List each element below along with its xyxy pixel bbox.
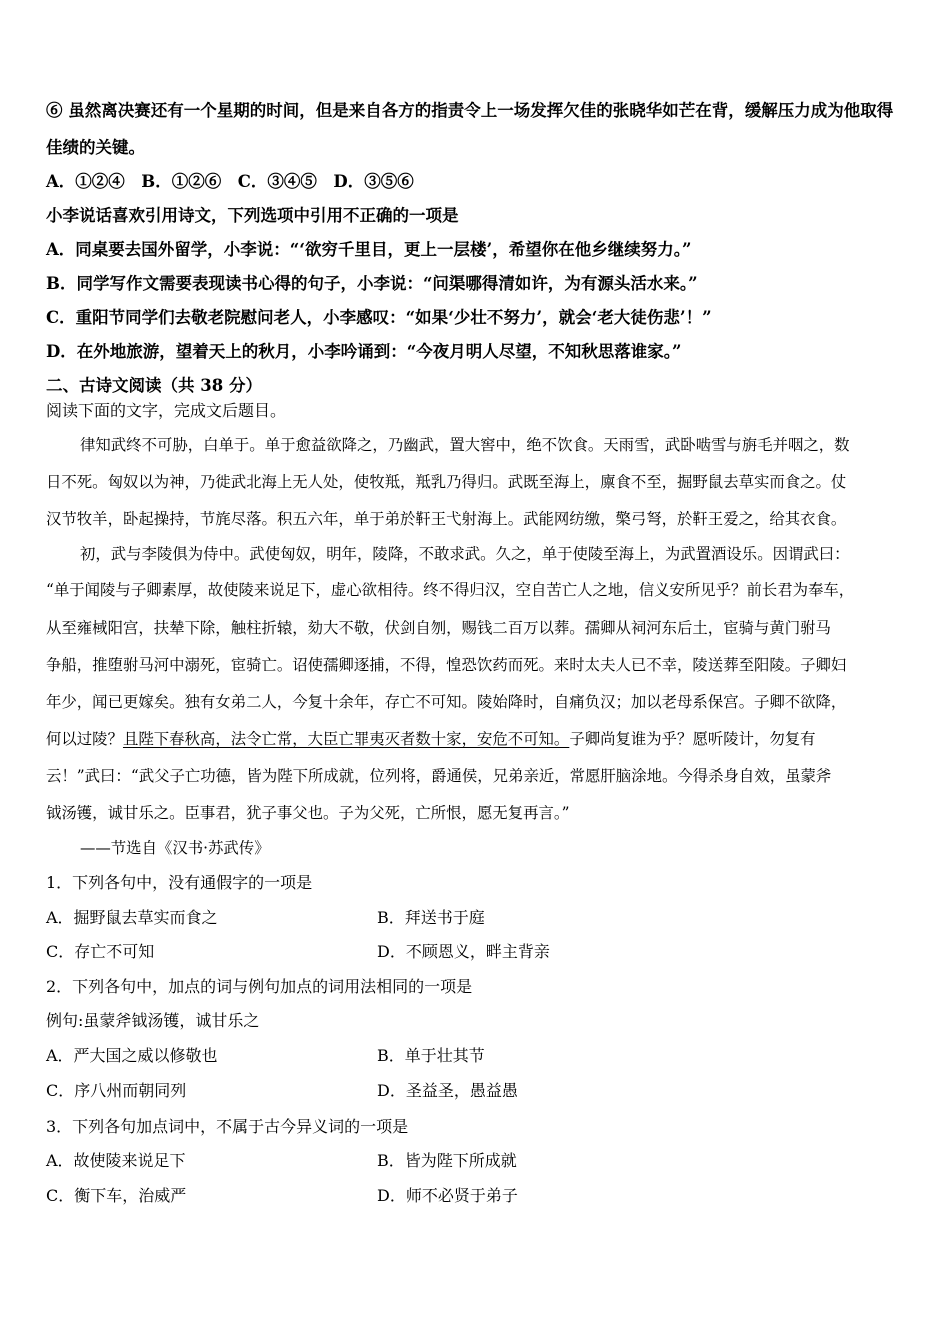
q1-option-d: D．不顾恩义，畔主背亲 xyxy=(377,942,550,961)
passage-source: ——节选自《汉书·苏武传》 xyxy=(80,839,270,857)
q1-option-a: A．掘野鼠去草实而食之 xyxy=(46,908,218,927)
underlined-sentence: 且陛下春秋高，法令亡常，大臣亡罪夷灭者数十家，安危不可知。 xyxy=(122,730,570,748)
q3-option-b: B．皆为陛下所成就 xyxy=(377,1151,517,1170)
passage-p2-line-8: 钺汤镬，诚甘乐之。臣事君，犹子事父也。子为父死，亡所恨，愿无复再言。” xyxy=(46,804,570,822)
passage-p2-line-6-pre: 何以过陵？ xyxy=(46,730,123,748)
q1-option-b: B．拜送书于庭 xyxy=(377,908,485,927)
passage-p2-line-6 xyxy=(46,729,816,749)
q3-option-d: D．师不必贤于弟子 xyxy=(377,1186,518,1205)
q2-option-c: C．序八州而朝同列 xyxy=(46,1081,187,1100)
q7-option-c: C．重阳节同学们去敬老院慰问老人，小李感叹：“如果‘少壮不努力’，就会‘老大徒伤悲’！” xyxy=(46,308,712,327)
q6-option-line-1: ⑥ 虽然离决赛还有一个星期的时间，但是来自各方的指责令上一场发挥欠佳的张晓华如芒在背，缓解压力成为他取得 xyxy=(46,101,894,120)
passage-p2-line-1: 初，武与李陵俱为侍中。武使匈奴，明年，陵降，不敢求武。久之，单于使陵至海上，为武置酒设乐。因谓武曰： xyxy=(80,545,850,563)
q2-stem: 2．下列各句中，加点的词与例句加点的词用法相同的一项是 xyxy=(46,977,473,996)
section-title: 二、古诗文阅读（共 38 分） xyxy=(46,376,262,395)
passage-p2-line-6-post: 子卿尚复谁为乎？愿听陵计，勿复有 xyxy=(569,730,816,748)
q3-option-a: A．故使陵来说足下 xyxy=(46,1151,186,1170)
q1-option-c: C．存亡不可知 xyxy=(46,942,155,961)
q2-option-b: B．单于壮其节 xyxy=(377,1046,485,1065)
q6-choices: A．①②④ B．①②⑥ C．③④⑤ D．③⑤⑥ xyxy=(46,172,414,191)
passage-p1-line-3: 汉节牧羊，卧起操持，节旄尽落。积五六年，单于弟於靬王弋射海上。武能网纺缴，檠弓弩，於靬王爱之，给其衣食。 xyxy=(46,510,847,528)
passage-p2-line-4: 争船，推堕驸马河中溺死，宦骑亡。诏使孺卿逐捕，不得，惶恐饮药而死。来时太夫人已不幸，陵送葬至阳陵。子卿妇 xyxy=(46,656,847,674)
passage-p1-line-1: 律知武终不可胁，白单于。单于愈益欲降之，乃幽武，置大窖中，绝不饮食。天雨雪，武卧啮雪与旃毛并咽之，数 xyxy=(80,436,850,454)
q3-stem: 3．下列各句加点词中，不属于古今异义词的一项是 xyxy=(46,1117,409,1136)
q7-option-a: A．同桌要去国外留学，小李说：“‘欲穷千里目，更上一层楼’，希望你在他乡继续努力。” xyxy=(46,240,692,259)
passage-p2-line-5: 年少，闻已更嫁矣。独有女弟二人，今复十余年，存亡不可知。陵始降时，自痛负汉；加以老母系保宫。子卿不欲降， xyxy=(46,693,847,711)
q6-option-line-2: 佳绩的关键。 xyxy=(46,138,145,157)
passage-p1-line-2: 日不死。匈奴以为神，乃徙武北海上无人处，使牧羝，羝乳乃得归。武既至海上，廪食不至，掘野鼠去草实而食之。仗 xyxy=(46,473,847,491)
q7-option-b: B．同学写作文需要表现读书心得的句子，小李说：“问渠哪得清如许，为有源头活水来。” xyxy=(46,274,698,293)
section-instruction: 阅读下面的文字，完成文后题目。 xyxy=(46,401,287,420)
passage-p2-line-7: 云！”武曰：“武父子亡功德，皆为陛下所成就，位列将，爵通侯，兄弟亲近，常愿肝脑涂地。今得杀身自效，虽蒙斧 xyxy=(46,767,832,785)
q7-stem: 小李说话喜欢引用诗文，下列选项中引用不正确的一项是 xyxy=(46,206,459,225)
q2-example: 例句:虽蒙斧钺汤镬，诚甘乐之 xyxy=(46,1011,260,1030)
q3-option-c: C．衡下车，治威严 xyxy=(46,1186,187,1205)
q2-option-a: A．严大国之威以修敬也 xyxy=(46,1046,218,1065)
q2-option-d: D．圣益圣，愚益愚 xyxy=(377,1081,518,1100)
passage-p2-line-3: 从至雍棫阳宫，扶辇下除，触柱折辕，劾大不敬，伏剑自刎，赐钱二百万以葬。孺卿从祠河东后土，宦骑与黄门驸马 xyxy=(46,619,831,637)
q1-stem: 1．下列各句中，没有通假字的一项是 xyxy=(46,873,313,892)
q7-option-d: D．在外地旅游，望着天上的秋月，小李吟诵到：“今夜月明人尽望，不知秋思落谁家。” xyxy=(46,342,682,361)
passage-p2-line-2: “单于闻陵与子卿素厚，故使陵来说足下，虚心欲相待。终不得归汉，空自苦亡人之地，信义安所见乎？前长君为奉车， xyxy=(46,581,855,599)
